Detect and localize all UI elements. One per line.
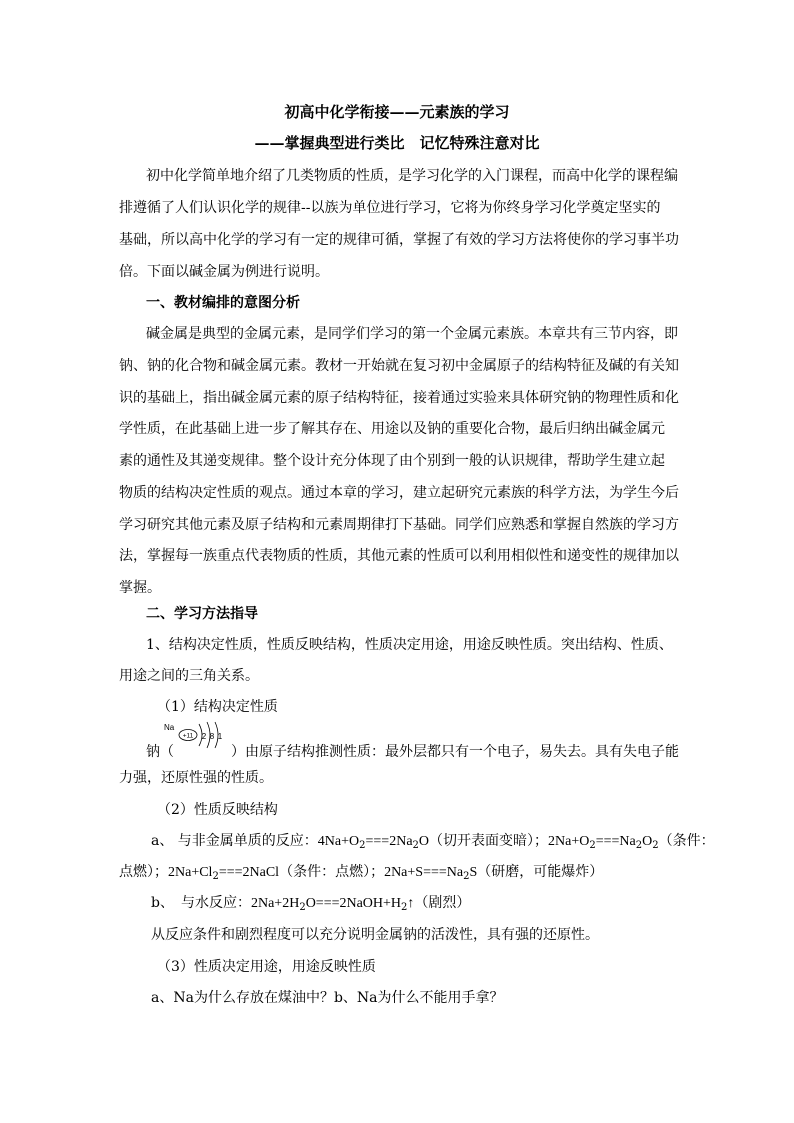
atom-nucleus-charge: +11 bbox=[182, 732, 194, 740]
reaction-label: b、 与水反应： bbox=[151, 895, 251, 911]
subheading-structure: （1）结构决定性质 bbox=[157, 699, 278, 715]
conclusion-text: 从反应条件和剧烈程度可以充分说明金属钠的活泼性，具有强的还原性。 bbox=[151, 927, 599, 943]
reaction-water-line bbox=[151, 893, 470, 918]
intro-line: 基础，所以高中化学的学习有一定的规律可循，掌握了有效的学习方法将使你的学习事半功 bbox=[119, 232, 679, 248]
atom-diagram-svg bbox=[161, 718, 233, 752]
section1-line: 钠、钠的化合物和碱金属元素。教材一开始就在复习初中金属原子的结构特征及碱的有关知 bbox=[119, 358, 679, 374]
document-title: 初高中化学衔接——元素族的学习 bbox=[284, 103, 510, 121]
point1-line: 1、结构决定性质，性质反映结构，性质决定用途，用途反映性质。突出结构、性质、 bbox=[146, 637, 673, 653]
shell-electron-count: 1 bbox=[217, 732, 223, 741]
subheading-uses: （3）性质决定用途，用途反映性质 bbox=[157, 959, 376, 975]
shell-electron-count: 8 bbox=[209, 732, 215, 741]
subscript: 2 bbox=[299, 902, 306, 913]
sodium-atom-structure-diagram bbox=[161, 718, 233, 752]
reaction-label: a、 与非金属单质的反应： bbox=[151, 833, 318, 849]
equation-part: ===Na bbox=[595, 834, 636, 849]
reaction-nonmetal-line bbox=[151, 831, 715, 856]
equation-part: ↑（剧烈） bbox=[407, 896, 471, 911]
intro-line: 倍。下面以碱金属为例进行说明。 bbox=[119, 264, 329, 280]
question-text: a、Na为什么存放在煤油中？b、Na为什么不能用手拿？ bbox=[151, 990, 504, 1006]
equation-part: ===2Na bbox=[365, 834, 413, 849]
section1-line: 碱金属是典型的金属元素，是同学们学习的第一个金属元素族。本章共有三节内容，即 bbox=[146, 326, 678, 342]
equation-part: 2Na+2H bbox=[250, 896, 300, 911]
equation-part: O bbox=[642, 834, 653, 849]
section2-heading: 二、学习方法指导 bbox=[146, 606, 258, 622]
equation-part: 4Na+O bbox=[317, 834, 360, 849]
equation-part: O（切开表面变暗）； bbox=[418, 834, 549, 849]
equation-part: 点燃）；2Na+Cl bbox=[119, 865, 213, 880]
equation-part: S（研磨，可能爆炸） bbox=[469, 865, 604, 880]
section1-line: 学性质，在此基础上进一步了解其存在、用途以及钠的重要化合物，最后归纳出碱金属元 bbox=[119, 421, 665, 437]
section1-line: 法，掌握每一族重点代表物质的性质，其他元素的性质可以利用相似性和递变性的规律加以 bbox=[119, 548, 679, 564]
subscript: 2 bbox=[412, 840, 419, 851]
subscript: 2 bbox=[589, 840, 596, 851]
section1-line: 掌握。 bbox=[119, 580, 161, 596]
document-subtitle: ——掌握典型进行类比 记忆特殊注意对比 bbox=[254, 134, 540, 152]
equation-part: 2Na+O bbox=[548, 834, 590, 849]
reaction-nonmetal-line-2 bbox=[119, 862, 603, 887]
point1-line: 用途之间的三角关系。 bbox=[119, 668, 259, 684]
sodium-prefix: 钠（ bbox=[146, 744, 174, 760]
subscript: 2 bbox=[635, 840, 643, 851]
section1-heading: 一、教材编排的意图分析 bbox=[146, 295, 300, 311]
intro-line: 排遵循了人们认识化学的规律--以族为单位进行学习，它将为你终身学习化学奠定坚实的 bbox=[119, 200, 661, 216]
sodium-structure-text: ）由原子结构推测性质：最外层都只有一个电子，易失去。具有失电子能 bbox=[231, 744, 679, 760]
section1-line: 素的通性及其递变规律。整个设计充分体现了由个别到一般的认识规律，帮助学生建立起 bbox=[119, 453, 665, 469]
subheading-properties: （2）性质反映结构 bbox=[157, 802, 278, 818]
subscript: 2 bbox=[652, 840, 659, 851]
subscript: 2 bbox=[212, 871, 219, 882]
section1-line: 识的基础上，指出碱金属元素的原子结构特征，接着通过实验来具体研究钠的物理性质和化 bbox=[119, 390, 679, 406]
equation-part: ===2NaCl（条件：点燃）；2Na+S===Na bbox=[218, 865, 464, 880]
equation-part: O===2NaOH+H bbox=[305, 896, 402, 911]
subscript: 2 bbox=[401, 902, 408, 913]
atom-symbol: Na bbox=[164, 723, 175, 732]
section1-line: 物质的结构决定性质的观点。通过本章的学习，建立起研究元素族的科学方法，为学生今后 bbox=[119, 485, 679, 501]
equation-part: （条件： bbox=[658, 833, 715, 849]
subscript: 2 bbox=[359, 840, 366, 851]
sodium-structure-text-2: 力强，还原性强的性质。 bbox=[119, 770, 273, 786]
intro-line: 初中化学简单地介绍了几类物质的性质，是学习化学的入门课程，而高中化学的课程编 bbox=[146, 168, 678, 184]
shell-electron-count: 2 bbox=[201, 732, 207, 741]
section1-line: 学习研究其他元素及原子结构和元素周期律打下基础。同学们应熟悉和掌握自然族的学习方 bbox=[119, 517, 679, 533]
subscript: 2 bbox=[463, 871, 470, 882]
